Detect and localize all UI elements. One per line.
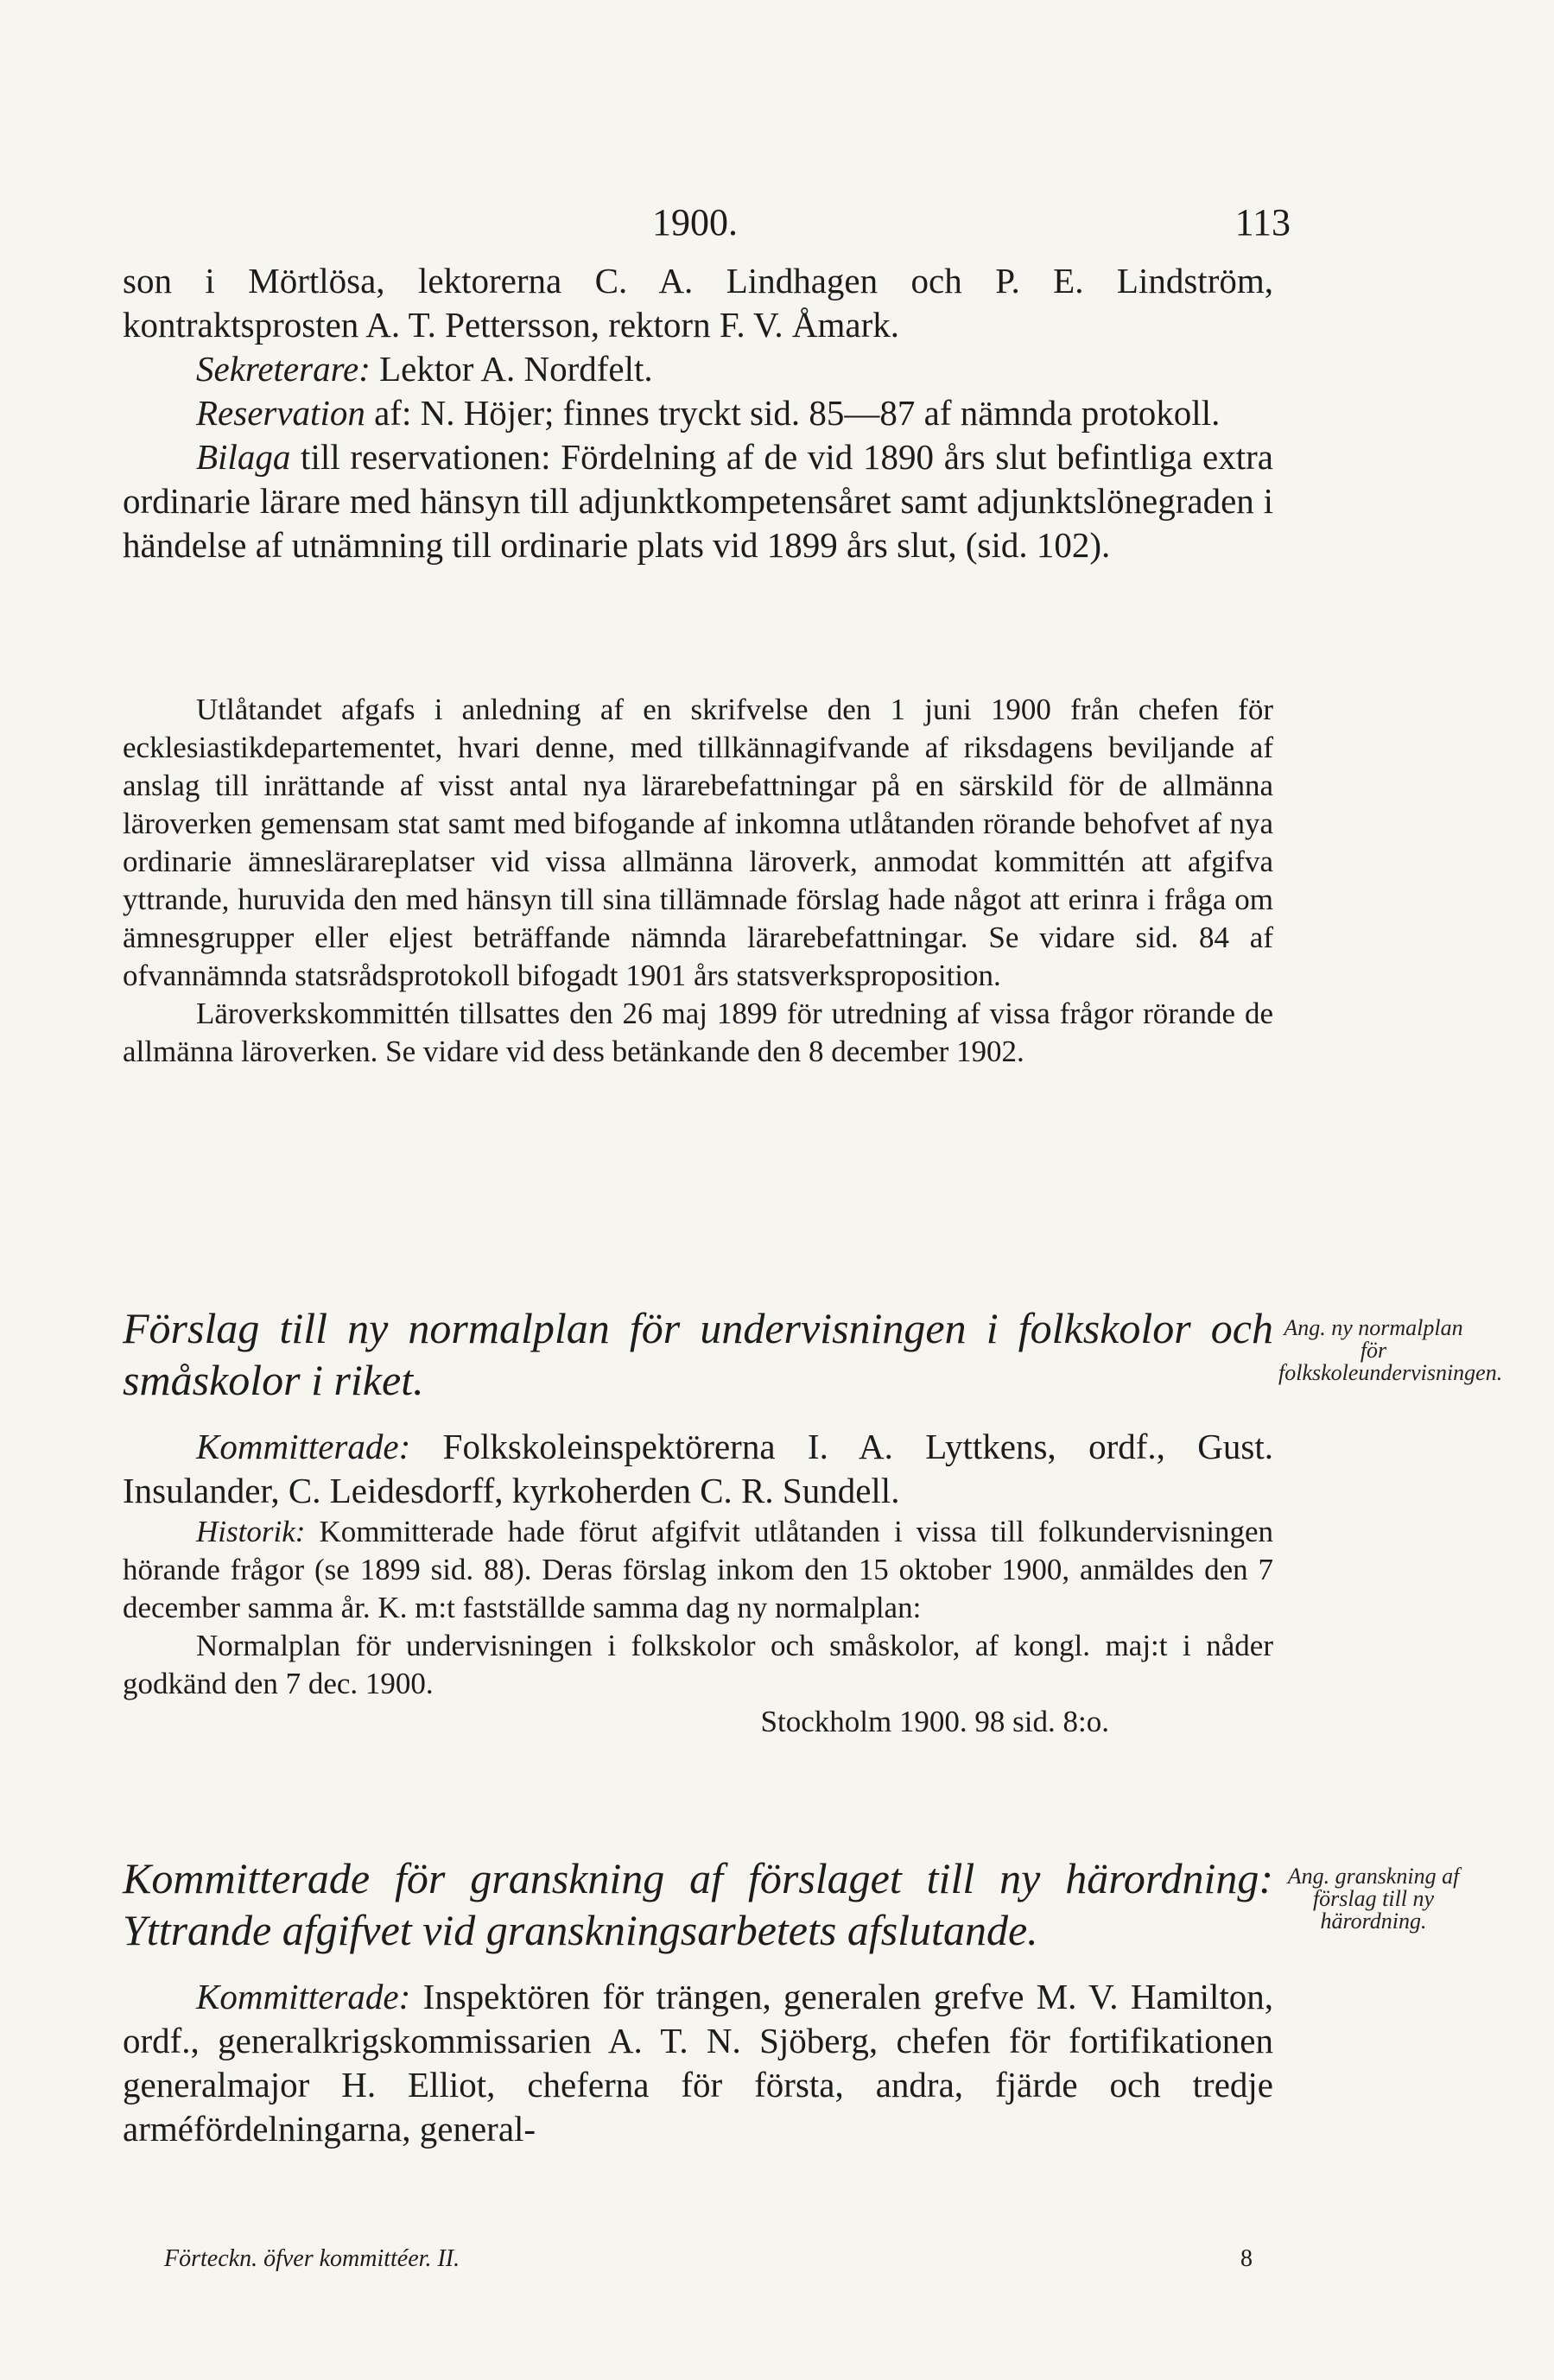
bilaga-label: Bilaga bbox=[196, 437, 291, 477]
sekreterare-text: Lektor A. Nordfelt. bbox=[370, 349, 653, 389]
bilaga-paragraph bbox=[123, 435, 1273, 567]
header-year: 1900. bbox=[652, 201, 738, 244]
kommitterade-text-1: Folkskoleinspektörerna I. A. Lyttkens, ordf., Gust. Insulander, C. Leidesdorff, kyrkoherden C. R. Sundell. bbox=[123, 1427, 1273, 1510]
kommitterade-line-1 bbox=[123, 1425, 1273, 1513]
historik-text: Kommitterade hade förut afgifvit utlåtanden i vissa till folkundervisningen hörande frågor (se 1899 sid. 88). Deras förslag inkom den 15 oktober 1900, anmäldes den 7 december samma år. K. m:t fastställde samma dag ny normalplan: bbox=[123, 1515, 1273, 1624]
page-footer bbox=[164, 2245, 1253, 2288]
reservation-text: af: N. Höjer; finnes tryckt sid. 85—87 af nämnda protokoll. bbox=[365, 393, 1221, 433]
kommitterade-line-2 bbox=[123, 1975, 1273, 2151]
members-paragraph: son i Mörtlösa, lektorerna C. A. Lindhagen och P. E. Lindström, kontraktsprosten A. T. Pettersson, rektorn F. V. Åmark. bbox=[123, 261, 1273, 345]
utlatande-paragraph: Utlåtandet afgafs i anledning af en skrifvelse den 1 juni 1900 från chefen för ecklesiastikdepartementet, hvari denne, med tillkännagifvande af riksdagens beviljande af anslag till inrättande af visst antal nya lärarebefattningar på en särskild för de allmänna läroverken gemensam stat samt med bifogande af inkomna utlåtanden rörande behofvet af nya ordinarie ämneslärareplatser vid vissa allmänna läroverk, anmodat kommittén att afgifva yttrande, huruvida den med hänsyn till sina tillämnade förslag hade något att erinra i fråga om ämnesgrupper eller eljest beträffande nämnda lärarebefattningar. Se vidare sid. 84 af ofvannämnda statsrådsprotokoll bifogadt 1901 års statsverksproposition. bbox=[123, 693, 1273, 992]
historik-paragraph bbox=[123, 1513, 1273, 1627]
section-normalplan bbox=[123, 1302, 1273, 1741]
laroverkskommitten-paragraph: Läroverkskommittén tillsattes den 26 maj 1899 för utredning af vissa frågor rörande de allmänna läroverken. Se vidare vid dess betänkande den 8 december 1902. bbox=[123, 997, 1273, 1068]
kommitterade-label-1: Kommitterade: bbox=[196, 1427, 411, 1466]
sekreterare-line bbox=[123, 347, 1273, 391]
block-committee-members bbox=[123, 259, 1273, 567]
normalplan-citation: Normalplan för undervisningen i folkskolor och småskolor, af kongl. maj:t i nåder godkänd den 7 dec. 1900. bbox=[123, 1629, 1273, 1700]
page-number: 113 bbox=[1234, 201, 1291, 244]
section-title-normalplan: Förslag till ny normalplan för undervisningen i folkskolor och småskolor i riket. bbox=[123, 1304, 1273, 1404]
section-harordning bbox=[123, 1852, 1273, 2151]
margin-note-harordning: Ang. granskning af förslag till ny härordning. bbox=[1287, 1864, 1460, 1934]
margin-note-normalplan: Ang. ny normalplan för folkskoleundervisningen. bbox=[1278, 1315, 1503, 1385]
bilaga-text: till reservationen: Fördelning af de vid 1890 års slut befintliga extra ordinarie lärare med hänsyn till adjunktkompetensåret samt adjunktslönegraden i händelse af utnämning till ordinarie plats vid 1899 års slut, (sid. 102). bbox=[123, 437, 1273, 565]
section-title-harordning: Kommitterade för granskning af förslaget till ny härordning: Yttrande afgifvet vid granskningsarbetets afslutande. bbox=[123, 1854, 1273, 1954]
historik-label: Historik: bbox=[196, 1515, 306, 1548]
imprint-line: Stockholm 1900. 98 sid. 8:o. bbox=[760, 1705, 1109, 1738]
sekreterare-label: Sekreterare: bbox=[196, 349, 371, 389]
reservation-line bbox=[123, 391, 1273, 435]
signature-mark: 8 bbox=[1240, 2245, 1253, 2272]
block-utlatande bbox=[123, 691, 1273, 1071]
reservation-label: Reservation bbox=[196, 393, 365, 433]
kommitterade-text-2: Inspektören för trängen, generalen grefve M. V. Hamilton, ordf., generalkrigskommissarien A. T. N. Sjöberg, chefen för fortifikationen generalmajor H. Elliot, cheferna för första, andra, fjärde och tredje arméfördelningarna, general- bbox=[123, 1977, 1273, 2149]
page-header bbox=[0, 200, 1554, 252]
kommitterade-label-2: Kommitterade: bbox=[196, 1977, 411, 2016]
footer-source: Förteckn. öfver kommittéer. II. bbox=[164, 2245, 460, 2272]
